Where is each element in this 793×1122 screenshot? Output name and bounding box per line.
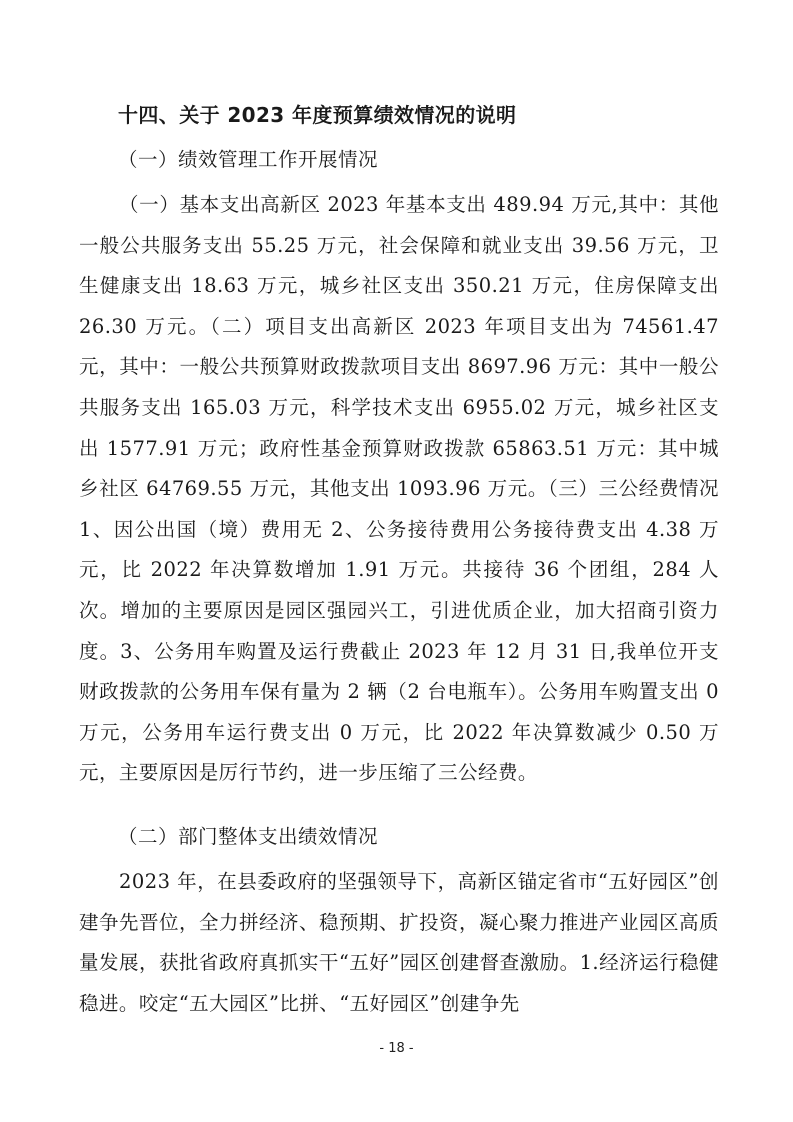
subsection-heading-overall-performance: （二）部门整体支出绩效情况 [118,825,379,848]
section-heading: 十四、关于 2023 年度预算绩效情况的说明 [118,103,517,127]
subsection-heading-performance-management: （一）绩效管理工作开展情况 [118,148,379,171]
page-number: - 18 - [379,1041,414,1056]
paragraph-overall-performance: 2023 年，在县委政府的坚强领导下，高新区锚定省市“五好园区”创建争先晋位，全力拼经济、稳预期、扩投资，凝心聚力推进产业园区高质量发展，获批省政府真抓实干“五好”园区创建督查激励。1.经济运行稳健稳进。咬定“五大园区”比拼、“五好园区”创建争先 [79,870,719,1015]
paragraph-expenditure-details: （一）基本支出高新区 2023 年基本支出 489.94 万元,其中：其他一般公共服务支出 55.25 万元，社会保障和就业支出 39.56 万元，卫生健康支出 18.63 万元，城乡社区支出 350.21 万元，住房保障支出 26.30 万元。（二）项目支出高新区 2023 年项目支出为 74561.47 元，其中：一般公共预算财政拨款项目支出 8697.96 万元：其中一般公共服务支出 165.03 万元，科学技术支出 6955.02 万元，城乡社区支出 1577.91 万元；政府性基金预算财政拨款 65863.51 万元：其中城乡社区 64769.55 万元，其他支出 1093.96 万元。（三）三公经费情况 1、因公出国（境）费用无 2、公务接待费用公务接待费支出 4.38 万元，比 2022 年决算数增加 1.91 万元。共接待 36 个团组，284 人次。增加的主要原因是园区强园兴工，引进优质企业，加大招商引资力度。3、公务用车购置及运行费截止 2023 年 12 月 31 日,我单位开支财政拨款的公务用车保有量为 2 辆（2 台电瓶车）。公务用车购置支出 0 万元，公务用车运行费支出 0 万元，比 2022 年决算数减少 0.50 万元，主要原因是厉行节约，进一步压缩了三公经费。 [79,193,719,785]
